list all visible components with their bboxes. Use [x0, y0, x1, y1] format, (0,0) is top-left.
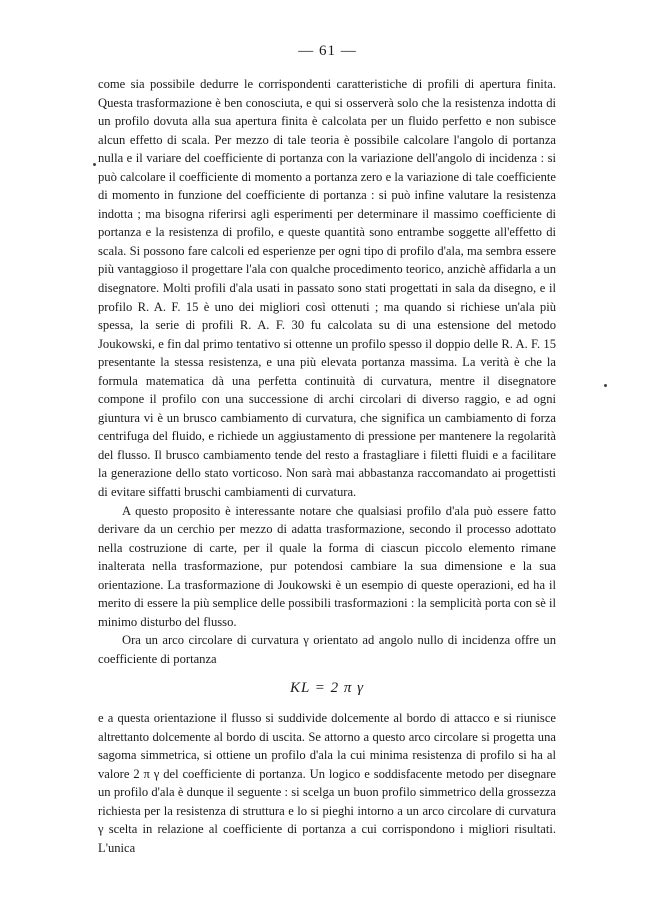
paragraph-1: come sia possibile dedurre le corrispondenti caratteristiche di profili di apertura finita. Questa trasformazione è ben conosciuta, e qui si osserverà solo che la resistenza indotta di un profilo dovuta alla sua apertura finita è calcolata per un fluido perfetto e non subisce alcun effetto di scala. Per mezzo di tale teoria è possibile calcolare l'angolo di portanza nulla e il variare del coefficiente di portanza con la variazione dell'angolo di incidenza : si può calcolare il coefficiente di momento a portanza zero e la variazione di tale coefficiente di momento in funzione del coefficiente di portanza : si può infine valutare la resistenza indotta ; ma bisogna riferirsi agli esperimenti per determinare il massimo coefficiente di portanza e la resistenza di profilo, e queste quantità sono entrambe soggette all'effetto di scala. Si possono fare calcoli ed esperienze per ogni tipo di profilo d'ala, ma sembra essere più vantaggioso il progettare l'ala con qualche procedimento teorico, anzichè affidarla a un disegnatore. Molti profili d'ala usati in passato sono stati progettati in sala da disegno, e il profilo R. A. F. 15 è uno dei migliori così ottenuti ; ma quando si richiese un'ala più spessa, la serie di profili R. A. F. 30 fu calcolata su di una estensione del metodo Joukowski, e fin dal primo tentativo si ottenne un profilo spesso il doppio delle R. A. F. 15 presentante la stessa resistenza, e una più elevata portanza massima. La verità è che la formula matematica dà una perfetta continuità di curvatura, mentre il disegnatore compone il profilo con una successione di archi circolari di diverso raggio, e ad ogni giuntura vi è un brusco cambiamento di curvatura, che significa un cambiamento di forza centrifuga del fluido, e richiede un aggiustamento di pressione per mantenere la regolarità del flusso. Il brusco cambiamento tende del resto a frastagliare i filetti fluidi e a facilitare la generazione dello stato vorticoso. Non sarà mai abbastanza raccomandato ai progettisti di evitare siffatti bruschi cambiamenti di curvatura.: [98, 77, 556, 500]
scan-speck: [604, 384, 607, 387]
page-number: — 61 —: [298, 43, 357, 59]
paragraph-4: e a questa orientazione il flusso si suddivide dolcemente al bordo di attacco e si riunisce altrettanto dolcemente al bordo di uscita. Se attorno a questo arco circolare si progetta una sagoma simmetrica, si ottiene un profilo d'ala la cui minima resistenza di profilo si ha al valore 2 π γ del coefficiente di portanza. Un logico e soddisfacente metodo per disegnare un profilo d'ala è dunque il seguente : si scelga un buon profilo simmetrico della grossezza richiesta per la resistenza di struttura e lo si pieghi intorno a un arco circolare di curvatura γ scelta in relazione al coefficiente di portanza a cui corrispondono i migliori risultati. L'unica: [98, 711, 556, 855]
paragraph-3: Ora un arco circolare di curvatura γ orientato ad angolo nullo di incidenza offre un coefficiente di portanza: [98, 633, 556, 666]
scan-speck: [93, 163, 96, 166]
body-text: [98, 75, 556, 857]
lift-coefficient-formula: KL = 2 π γ: [289, 679, 365, 696]
paragraph-2: A questo proposito è interessante notare che qualsiasi profilo d'ala può essere fatto derivare da un cerchio per mezzo di adatta trasformazione, secondo il processo adottato nella costruzione di carte, per il quale la forma di ciascun piccolo elemento rimane inalterata nella trasformazione, pur potendosi cambiare la sua dimensione e la sua orientazione. La trasformazione di Joukowski è un esempio di queste operazioni, ed ha il merito di essere la più semplice delle possibili trasformazioni : la semplicità porta con sè il minimo disturbo del flusso.: [98, 503, 556, 629]
